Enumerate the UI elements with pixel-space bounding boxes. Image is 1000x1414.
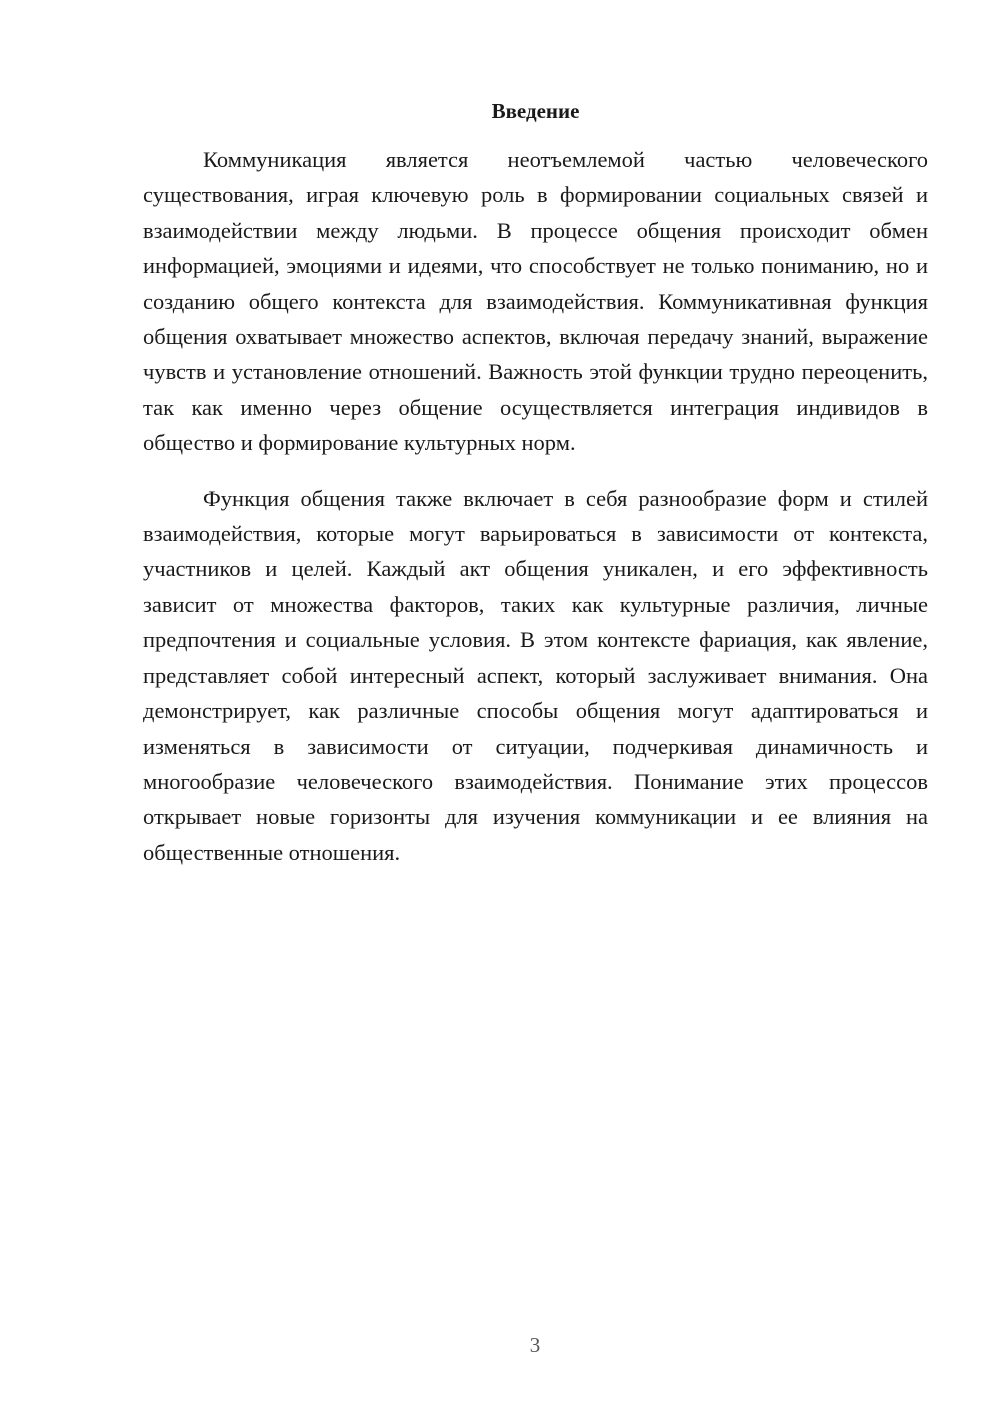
- paragraph-2: Функция общения также включает в себя разнообразие форм и стилей взаимодействия, которые могут варьироваться в зависимости от контекста, участников и целей. Каждый акт общения уникален, и его эффективность зависит от множества факторов, таких как культурные различия, личные предпочтения и социальные условия. В этом контексте фариация, как явление, представляет собой интересный аспект, который заслуживает внимания. Она демонстрирует, как различные способы общения могут адаптироваться и изменяться в зависимости от ситуации, подчеркивая динамичность и многообразие человеческого взаимодействия. Понимание этих процессов открывает новые горизонты для изучения коммуникации и ее влияния на общественные отношения.: [143, 485, 928, 865]
- body-text: [143, 142, 928, 870]
- section-heading: Введение: [491, 99, 580, 123]
- page-number: 3: [529, 1333, 541, 1357]
- paragraph-1: Коммуникация является неотъемлемой частью человеческого существования, играя ключевую роль в формировании социальных связей и взаимодействии между людьми. В процессе общения происходит обмен информацией, эмоциями и идеями, что способствует не только пониманию, но и созданию общего контекста для взаимодействия. Коммуникативная функция общения охватывает множество аспектов, включая передачу знаний, выражение чувств и установление отношений. Важность этой функции трудно переоценить, так как именно через общение осуществляется интеграция индивидов в общество и формирование культурных норм.: [143, 147, 928, 456]
